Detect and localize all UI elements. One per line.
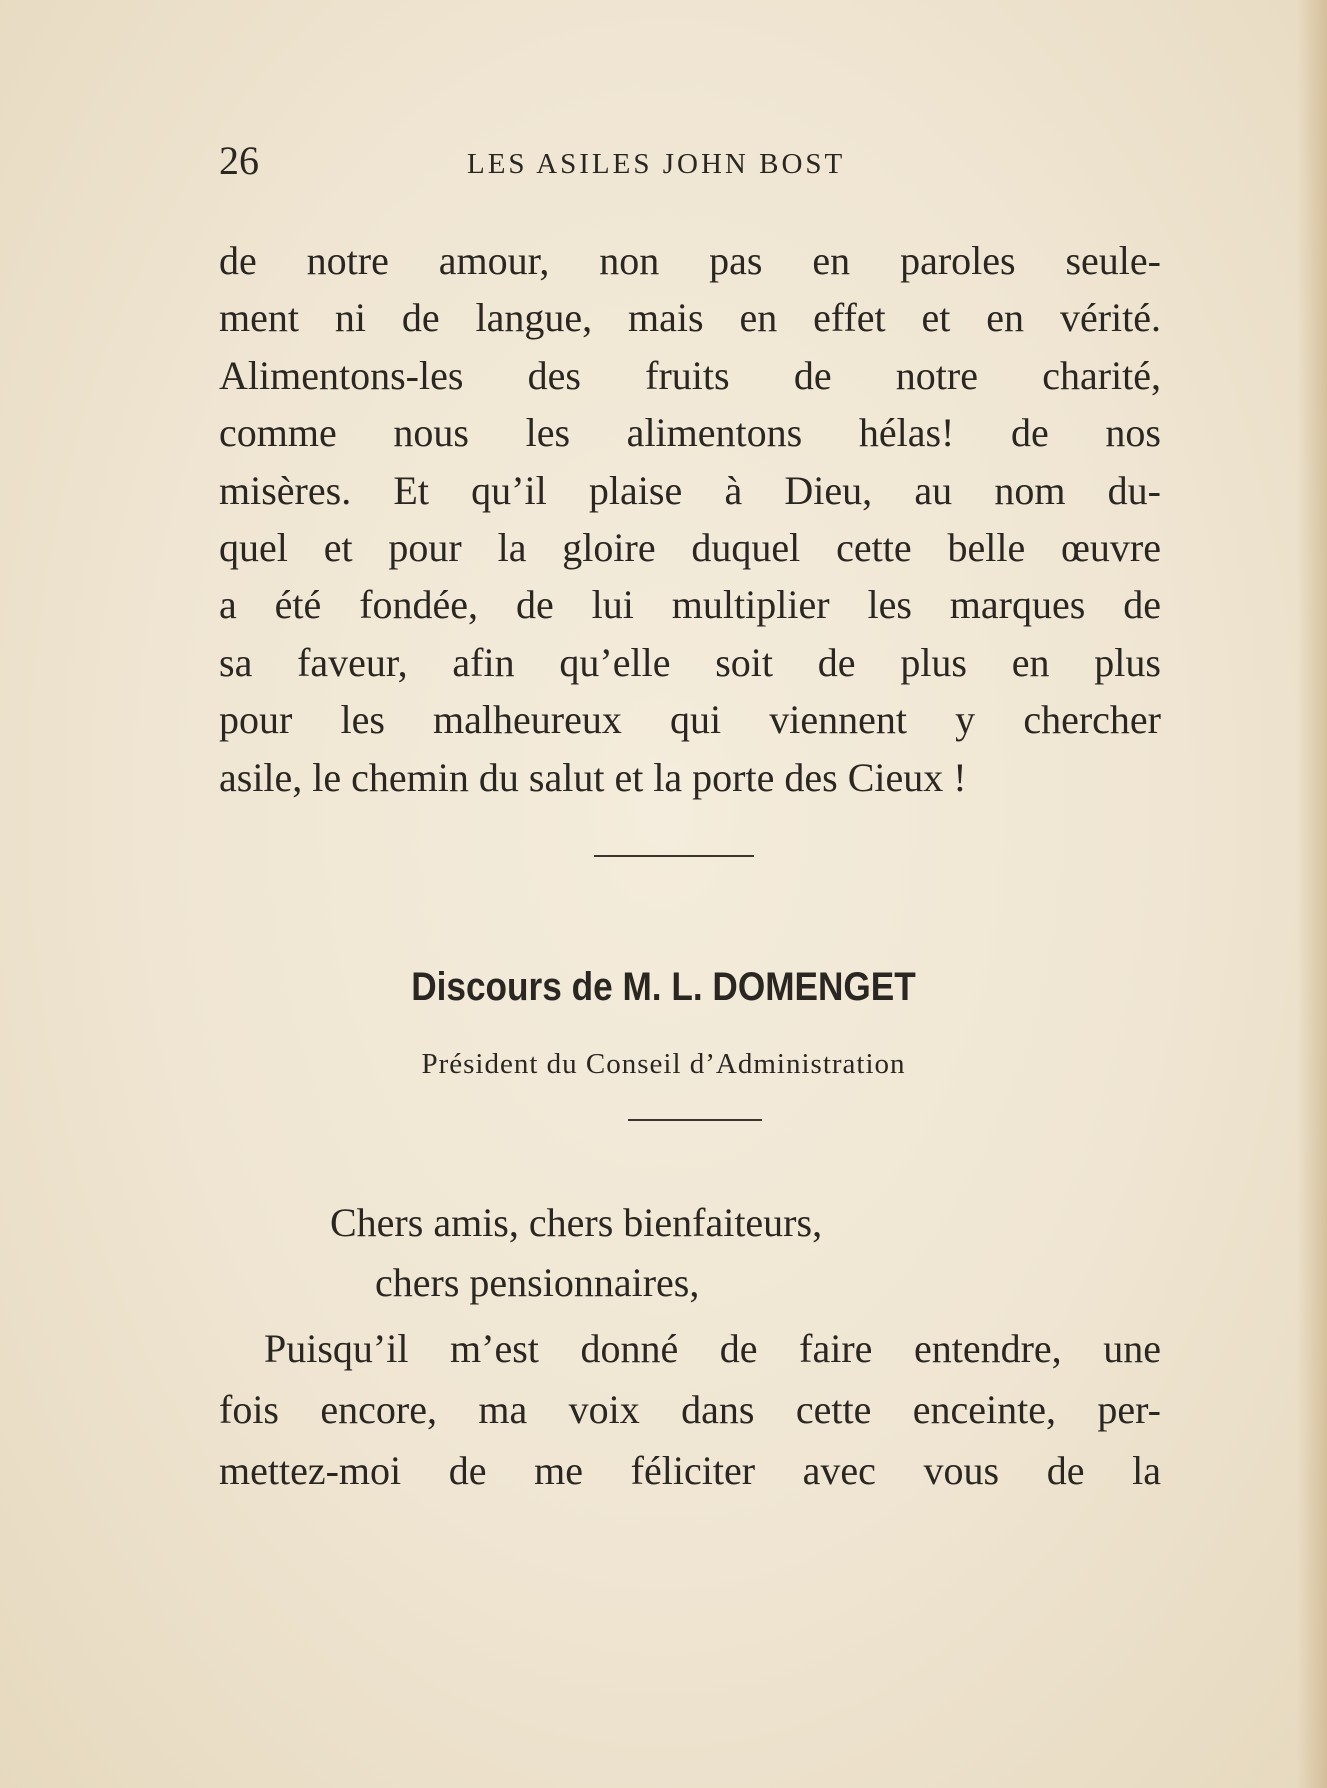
body-paragraph: [219, 232, 1161, 806]
text-line: ment ni de langue, mais en effet et en vérité.: [219, 295, 1161, 341]
speech-paragraph: [219, 1318, 1161, 1501]
salutation-line: Chers amis, chers bienfaiteurs,: [330, 1200, 823, 1245]
speech-subtitle: Président du Conseil d’Administration: [421, 1048, 906, 1080]
text-line: pour les malheureux qui viennent y chercher: [219, 697, 1161, 743]
text-line: Alimentons-les des fruits de notre charité,: [219, 352, 1161, 398]
page-number: 26: [219, 138, 259, 183]
salutation-line: chers pensionnaires,: [375, 1260, 700, 1305]
text-line: Puisqu’il m’est donné de faire entendre, une: [264, 1326, 1161, 1371]
text-line: sa faveur, afin qu’elle soit de plus en plus: [219, 639, 1161, 685]
page-edge-shading: [1297, 0, 1327, 1788]
text-line: comme nous les alimentons hélas! de nos: [219, 410, 1161, 456]
text-line: quel et pour la gloire duquel cette belle œuvre: [219, 524, 1161, 570]
text-line: misères. Et qu’il plaise à Dieu, au nom du-: [219, 467, 1161, 513]
heading-divider: [628, 1119, 762, 1121]
running-head: [219, 138, 1159, 188]
text-line: mettez-moi de me féliciter avec vous de la: [219, 1448, 1161, 1493]
section-divider: [594, 855, 754, 857]
text-line: fois encore, ma voix dans cette enceinte, per-: [219, 1387, 1161, 1432]
running-title: LES ASILES JOHN BOST: [467, 148, 846, 180]
text-line: de notre amour, non pas en paroles seule-: [219, 238, 1161, 283]
text-line: asile, le chemin du salut et la porte des Cieux !: [219, 754, 967, 800]
speech-title: Discours de M. L. DOMENGET: [411, 965, 916, 1009]
text-line: a été fondée, de lui multiplier les marques de: [219, 582, 1161, 628]
